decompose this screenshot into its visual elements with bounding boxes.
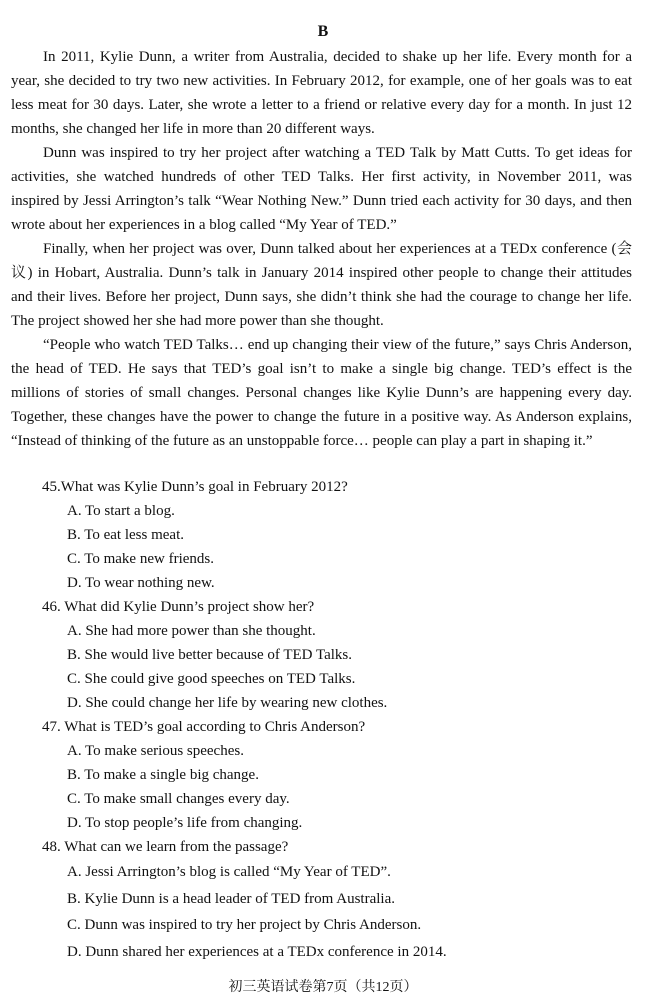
answer-option-b: B. To eat less meat. <box>67 527 184 543</box>
answer-option-a: A. She had more power than she thought. <box>67 623 316 639</box>
answer-option-c: C. To make new friends. <box>67 551 214 567</box>
answer-option-b: B. She would live better because of TED Talks. <box>67 647 352 663</box>
page-footer: 初三英语试卷第7页（共12页） <box>228 980 418 995</box>
passage-paragraph: “People who watch TED Talks… end up changing their view of the future,” says Chris Anderson, the head of TED. He says that TED’s goal isn’t to make a single big change. TED’s effect is the millions of stories of small changes. Personal changes like Kylie Dunn’s are happening every day. Together, these changes have the power to change the future in a positive way. As Anderson explains, “Instead of thinking of the future as an unstoppable force… people can play a part in shaping it.” <box>11 337 632 449</box>
answer-option-b: B. To make a single big change. <box>67 767 259 783</box>
answer-option-c: C. Dunn was inspired to try her project by Chris Anderson. <box>67 917 422 933</box>
answer-option-d: D. She could change her life by wearing new clothes. <box>67 695 388 711</box>
answer-option-d: D. To wear nothing new. <box>67 575 215 591</box>
question-stem: 47. What is TED’s goal according to Chris Anderson? <box>42 719 366 735</box>
answer-option-a: A. To make serious speeches. <box>67 743 244 759</box>
passage-paragraph: Dunn was inspired to try her project after watching a TED Talk by Matt Cutts. To get ideas for activities, she watched hundreds of other TED Talks. Her first activity, in November 2011, was inspired by Jessi Arrington’s talk “Wear Nothing New.” Dunn tried each activity for 30 days, and then wrote about her experiences in a blog called “My Year of TED.” <box>11 145 632 233</box>
answer-option-a: A. Jessi Arrington’s blog is called “My Year of TED”. <box>67 864 391 880</box>
answer-option-c: C. To make small changes every day. <box>67 791 290 807</box>
section-heading: B <box>317 23 329 40</box>
question-stem: 45.What was Kylie Dunn’s goal in February 2012? <box>42 479 348 495</box>
answer-option-c: C. She could give good speeches on TED Talks. <box>67 671 356 687</box>
question-46 <box>42 595 632 715</box>
question-stem: 46. What did Kylie Dunn’s project show her? <box>42 599 315 615</box>
answer-option-d: D. Dunn shared her experiences at a TEDx conference in 2014. <box>67 943 447 960</box>
question-45 <box>42 475 632 595</box>
reading-passage <box>11 45 632 453</box>
answer-option-b: B. Kylie Dunn is a head leader of TED from Australia. <box>67 890 395 907</box>
passage-paragraph: Finally, when her project was over, Dunn talked about her experiences at a TEDx conference (会议) in Hobart, Australia. Dunn’s talk in January 2014 inspired other people to change their attitudes and their lives. Before her project, Dunn says, she didn’t think she had the courage to change her life. The project showed her she had more power than she thought. <box>11 241 632 329</box>
question-list <box>42 475 632 965</box>
answer-option-d: D. To stop people’s life from changing. <box>67 815 303 831</box>
question-stem: 48. What can we learn from the passage? <box>42 839 289 855</box>
question-48 <box>42 835 632 965</box>
question-47 <box>42 715 632 835</box>
passage-paragraph: In 2011, Kylie Dunn, a writer from Australia, decided to shake up her life. Every month for a year, she decided to try two new activities. In February 2012, for example, one of her goals was to eat less meat for 30 days. Later, she wrote a letter to a friend or relative every day for a month. In just 12 months, she changed her life in more than 20 different ways. <box>11 49 632 137</box>
answer-option-a: A. To start a blog. <box>67 503 175 519</box>
